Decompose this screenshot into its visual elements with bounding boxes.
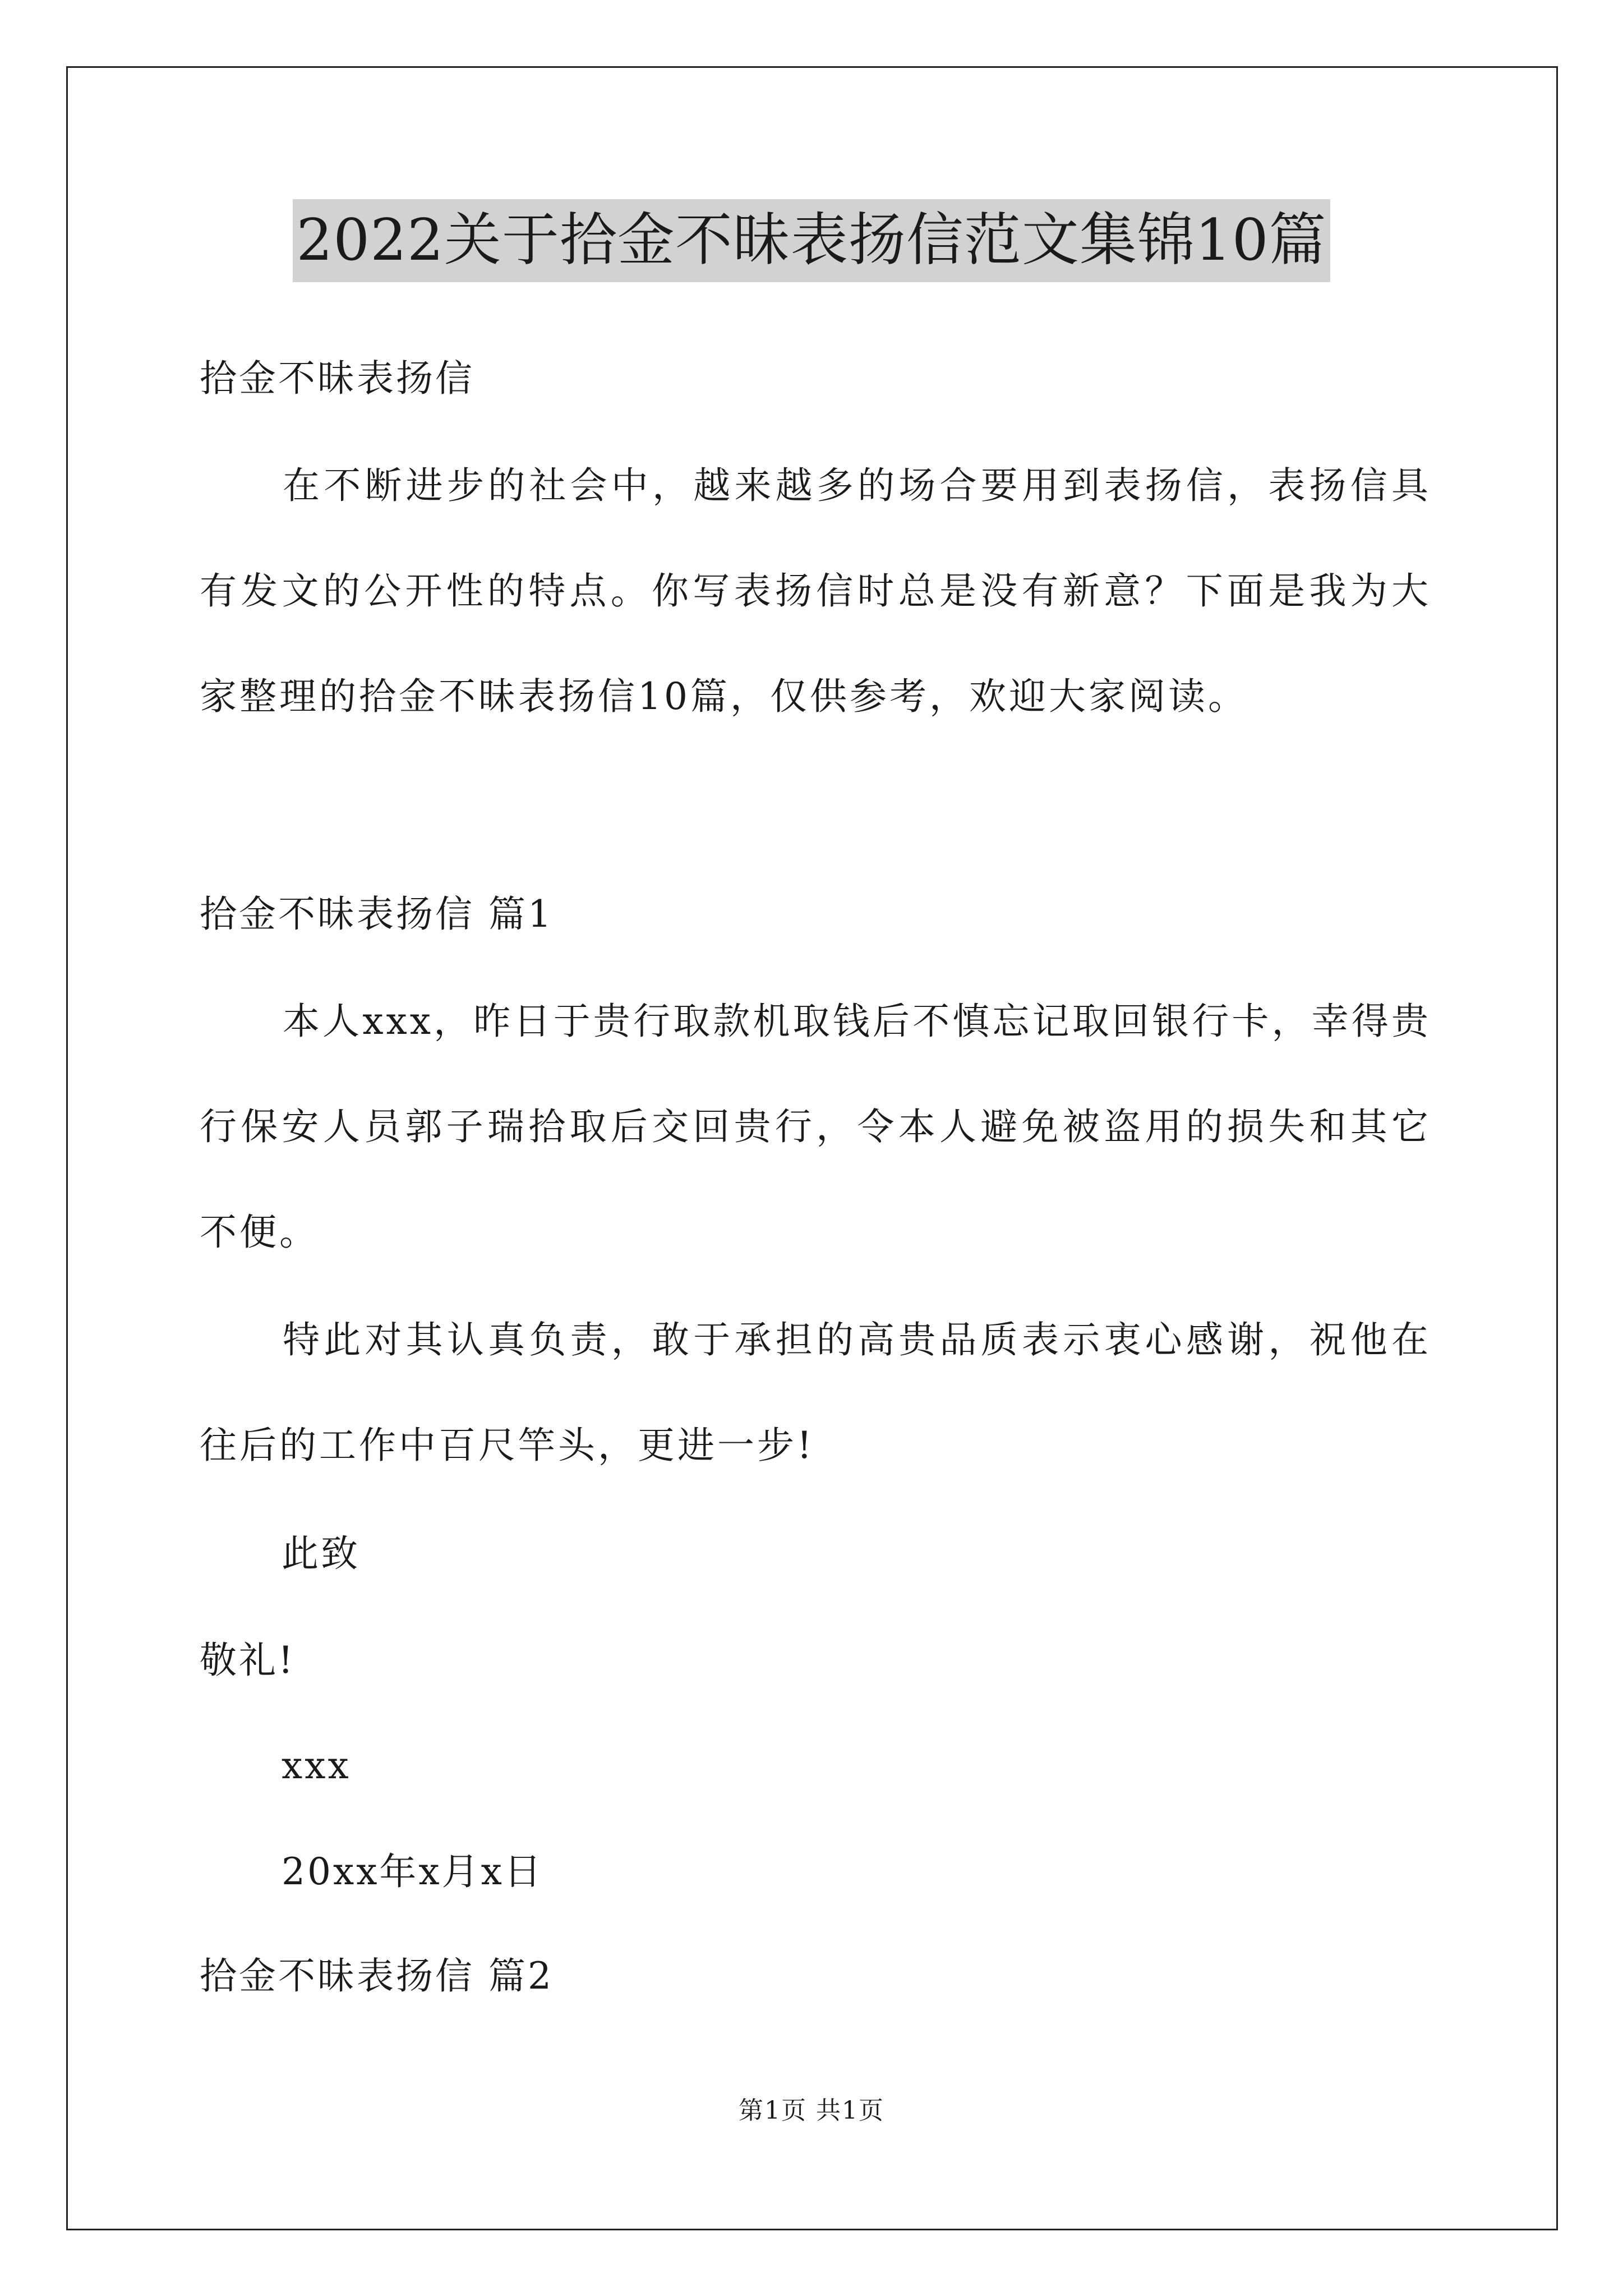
intro-paragraph: 在不断进步的社会中，越来越多的场合要用到表扬信，表扬信具有发文的公开性的特点。你写表扬信时总是没有新意？下面是我为大家整理的拾金不昧表扬信10篇，仅供参考，欢迎大家阅读。 (200, 464, 1431, 718)
section-1-title: 拾金不昧表扬信 篇1 (200, 892, 554, 936)
closing-greeting: 此致 (282, 1532, 360, 1575)
closing-salute: 敬礼! (200, 1639, 296, 1682)
signature: xxx (282, 1744, 351, 1787)
title-container (0, 199, 1623, 282)
document-heading: 拾金不昧表扬信 (200, 357, 474, 400)
section-1-paragraph-1: 本人xxx，昨日于贵行取款机取钱后不慎忘记取回银行卡，幸得贵行保安人员郭子瑞拾取后交回贵行，令本人避免被盗用的损失和其它不便。 (200, 1000, 1431, 1254)
document-title: 2022关于拾金不昧表扬信范文集锦10篇 (293, 199, 1330, 282)
section-1-paragraph-2: 特此对其认真负责，敢于承担的高贵品质表示衷心感谢，祝他在往后的工作中百尺竿头，更进一步! (200, 1318, 1431, 1467)
page-footer: 第1页 共1页 (739, 2096, 884, 2125)
letter-date: 20xx年x月x日 (282, 1850, 543, 1893)
section-2-title: 拾金不昧表扬信 篇2 (200, 1954, 554, 1998)
